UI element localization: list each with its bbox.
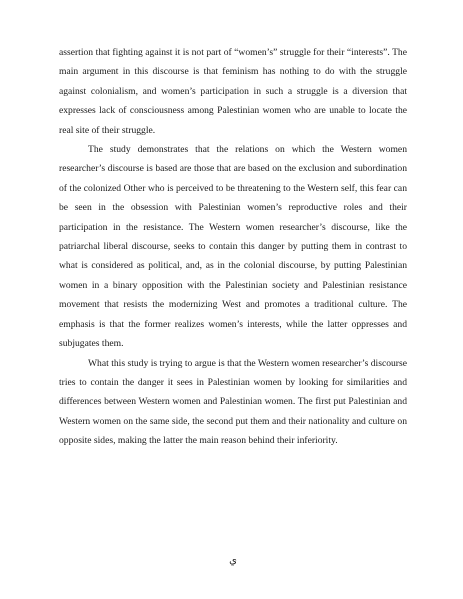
- body-text: [59, 43, 407, 451]
- page-number: ي: [229, 555, 237, 566]
- paragraph-study-relations: The study demonstrates that the relations on which the Western women researcher’s discourse is based are those that are based on the exclusion and subordination of the colonized Other who is perceived to be threatening to the Western self, this fear can be seen in the obsession with Palestinian women’s reproductive roles and their participation in the resistance. The Western women researcher’s discourse, like the patriarchal liberal discourse, seeks to contain this danger by putting them in contrast to what is considered as political, and, as in the colonial discourse, by putting Palestinian women in a binary opposition with the Palestinian society and Palestinian resistance movement that resists the modernizing West and promotes a traditional culture. The emphasis is that the former realizes women’s interests, while the latter oppresses and subjugates them.: [59, 144, 407, 350]
- paragraph-study-argument: What this study is trying to argue is that the Western women researcher’s discourse tries to contain the danger it sees in Palestinian women by looking for similarities and differences between Western women and Palestinian women. The first put Palestinian and Western women on the same side, the second put them and their nationality and culture on opposite sides, making the latter the main reason behind their inferiority.: [59, 357, 407, 447]
- paragraph-continuation: assertion that fighting against it is not part of “women’s” struggle for their “interests”. The main argument in this discourse is that feminism has nothing to do with the struggle against colonialism, and women’s participation in such a struggle is a diversion that expresses lack of consciousness among Palestinian women who are unable to locate the real site of their struggle.: [59, 47, 407, 136]
